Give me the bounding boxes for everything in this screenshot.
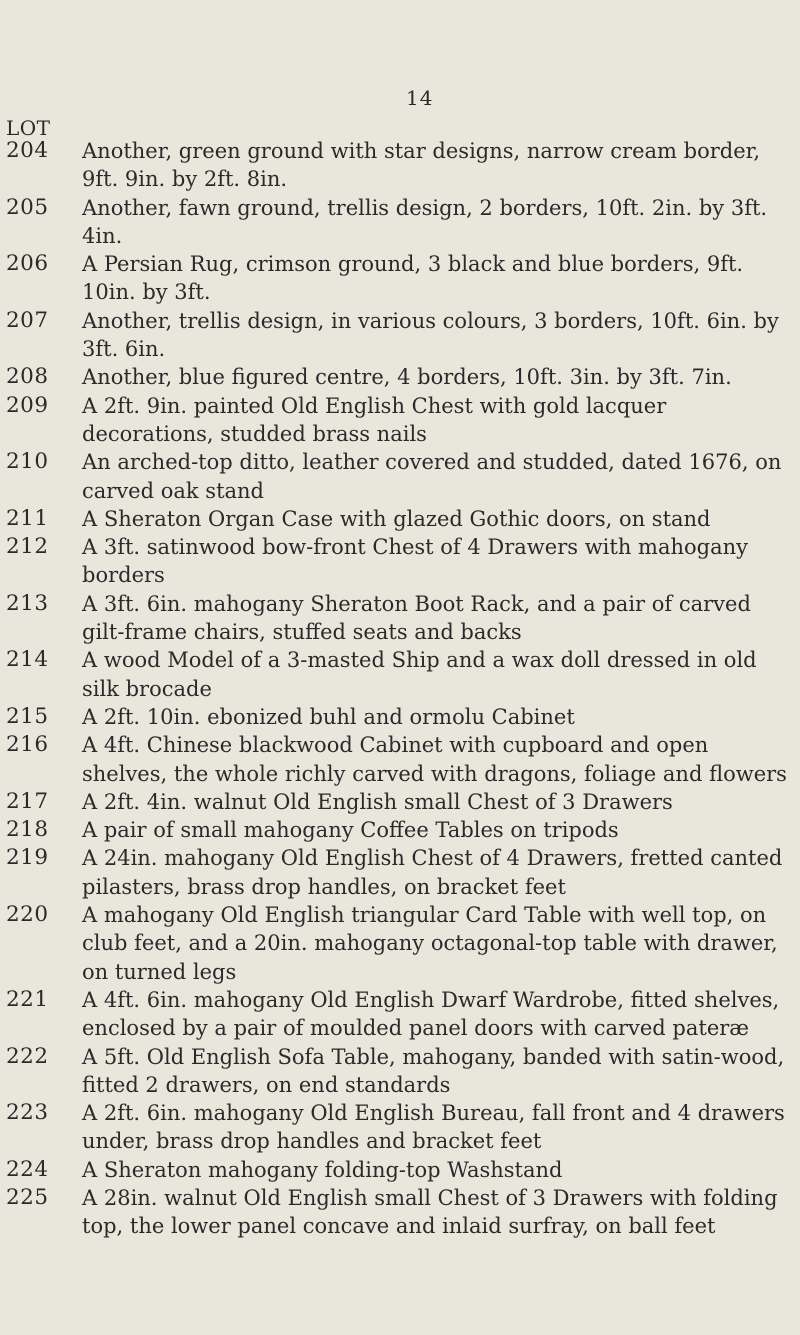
lot-description: An arched-top ditto, leather covered and studded, dated 1676, on carved oak stand <box>82 450 782 503</box>
lot-number: 208 <box>6 364 49 390</box>
lot-description: Another, trellis design, in various colours, 3 borders, 10ft. 6in. by 3ft. 6in. <box>82 308 779 362</box>
lot-number: 219 <box>6 845 49 871</box>
lot-description: A 4ft. 6in. mahogany Old English Dwarf Wardrobe, fitted shelves, enclosed by a pair of moulded panel doors with carved pateræ <box>82 987 780 1041</box>
lot-entry <box>0 250 800 307</box>
lot-description: A 2ft. 4in. walnut Old English small Chest of 3 Drawers <box>82 789 673 814</box>
lot-entry <box>0 1043 800 1100</box>
lot-column-header: LOT <box>6 116 51 140</box>
lot-number: 220 <box>6 902 49 928</box>
lot-number: 218 <box>6 817 49 843</box>
lot-description: A wood Model of a 3-masted Ship and a wax doll dressed in old silk brocade <box>82 648 757 701</box>
lot-number: 225 <box>6 1184 49 1210</box>
lot-number: 215 <box>6 703 49 729</box>
lot-number: 214 <box>6 647 49 673</box>
lot-description: A Sheraton Organ Case with glazed Gothic doors, on stand <box>82 506 711 531</box>
lot-number: 216 <box>6 732 49 758</box>
page-number: 14 <box>406 86 434 110</box>
lot-entry <box>0 731 800 788</box>
lot-number: 210 <box>6 449 49 475</box>
lot-entry <box>0 844 800 901</box>
lot-entry <box>0 533 800 590</box>
lot-description: A 2ft. 10in. ebonized buhl and ormolu Cabinet <box>82 704 575 729</box>
lot-entry <box>0 194 800 251</box>
lot-entry <box>0 448 800 505</box>
lot-description: A pair of small mahogany Coffee Tables on tripods <box>82 818 619 843</box>
lot-number: 204 <box>6 138 49 163</box>
lot-number: 207 <box>6 307 49 333</box>
lot-entry <box>0 703 800 731</box>
lot-description: Another, blue figured centre, 4 borders, 10ft. 3in. by 3ft. 7in. <box>82 365 732 390</box>
lot-list <box>0 137 800 1241</box>
lot-description: Another, fawn ground, trellis design, 2 borders, 10ft. 2in. by 3ft. 4in. <box>82 195 768 248</box>
lot-number: 205 <box>6 194 49 220</box>
lot-description: A Sheraton mahogany folding-top Washstand <box>82 1157 563 1182</box>
lot-entry <box>0 307 800 364</box>
lot-entry <box>0 1184 800 1241</box>
lot-entry <box>0 505 800 533</box>
lot-description: A 28in. walnut Old English small Chest of 3 Drawers with folding top, the lower panel concave and inlaid surfray, on ball feet <box>82 1185 778 1239</box>
lot-description: A 24in. mahogany Old English Chest of 4 Drawers, fretted canted pilasters, brass drop handles, on bracket feet <box>82 846 783 899</box>
lot-number: 224 <box>6 1156 49 1182</box>
lot-entry <box>0 137 800 194</box>
lot-entry <box>0 1156 800 1184</box>
lot-entry <box>0 986 800 1043</box>
lot-number: 221 <box>6 986 49 1012</box>
lot-description: A mahogany Old English triangular Card Table with well top, on club feet, and a 20in. mahogany octagonal-top table with drawer, on turned legs <box>82 903 778 984</box>
lot-number: 213 <box>6 590 49 616</box>
lot-number: 209 <box>6 392 49 418</box>
lot-entry <box>0 788 800 816</box>
lot-description: A 2ft. 9in. painted Old English Chest with gold lacquer decorations, studded brass nails <box>82 393 667 446</box>
lot-description: Another, green ground with star designs, narrow cream border, 9ft. 9in. by 2ft. 8in. <box>82 139 761 192</box>
lot-entry <box>0 1099 800 1156</box>
lot-number: 222 <box>6 1043 49 1069</box>
lot-entry <box>0 816 800 844</box>
lot-description: A 3ft. 6in. mahogany Sheraton Boot Rack, and a pair of carved gilt-frame chairs, stuffed seats and backs <box>82 591 751 645</box>
lot-entry <box>0 590 800 647</box>
lot-number: 211 <box>6 505 49 531</box>
lot-number: 212 <box>6 534 49 560</box>
lot-entry <box>0 901 800 986</box>
lot-description: A 3ft. satinwood bow-front Chest of 4 Drawers with mahogany borders <box>82 535 748 588</box>
lot-description: A 5ft. Old English Sofa Table, mahogany, banded with satin-wood, fitted 2 drawers, on end standards <box>82 1044 785 1097</box>
lot-number: 217 <box>6 788 49 814</box>
lot-entry <box>0 392 800 449</box>
lot-number: 206 <box>6 251 49 277</box>
lot-entry <box>0 646 800 703</box>
lot-number: 223 <box>6 1100 49 1126</box>
lot-description: A 2ft. 6in. mahogany Old English Bureau, fall front and 4 drawers under, brass drop handles and bracket feet <box>82 1101 785 1154</box>
lot-description: A 4ft. Chinese blackwood Cabinet with cupboard and open shelves, the whole richly carved with dragons, foliage and flowers <box>82 733 787 786</box>
lot-description: A Persian Rug, crimson ground, 3 black and blue borders, 9ft. 10in. by 3ft. <box>82 252 744 305</box>
lot-entry <box>0 363 800 391</box>
